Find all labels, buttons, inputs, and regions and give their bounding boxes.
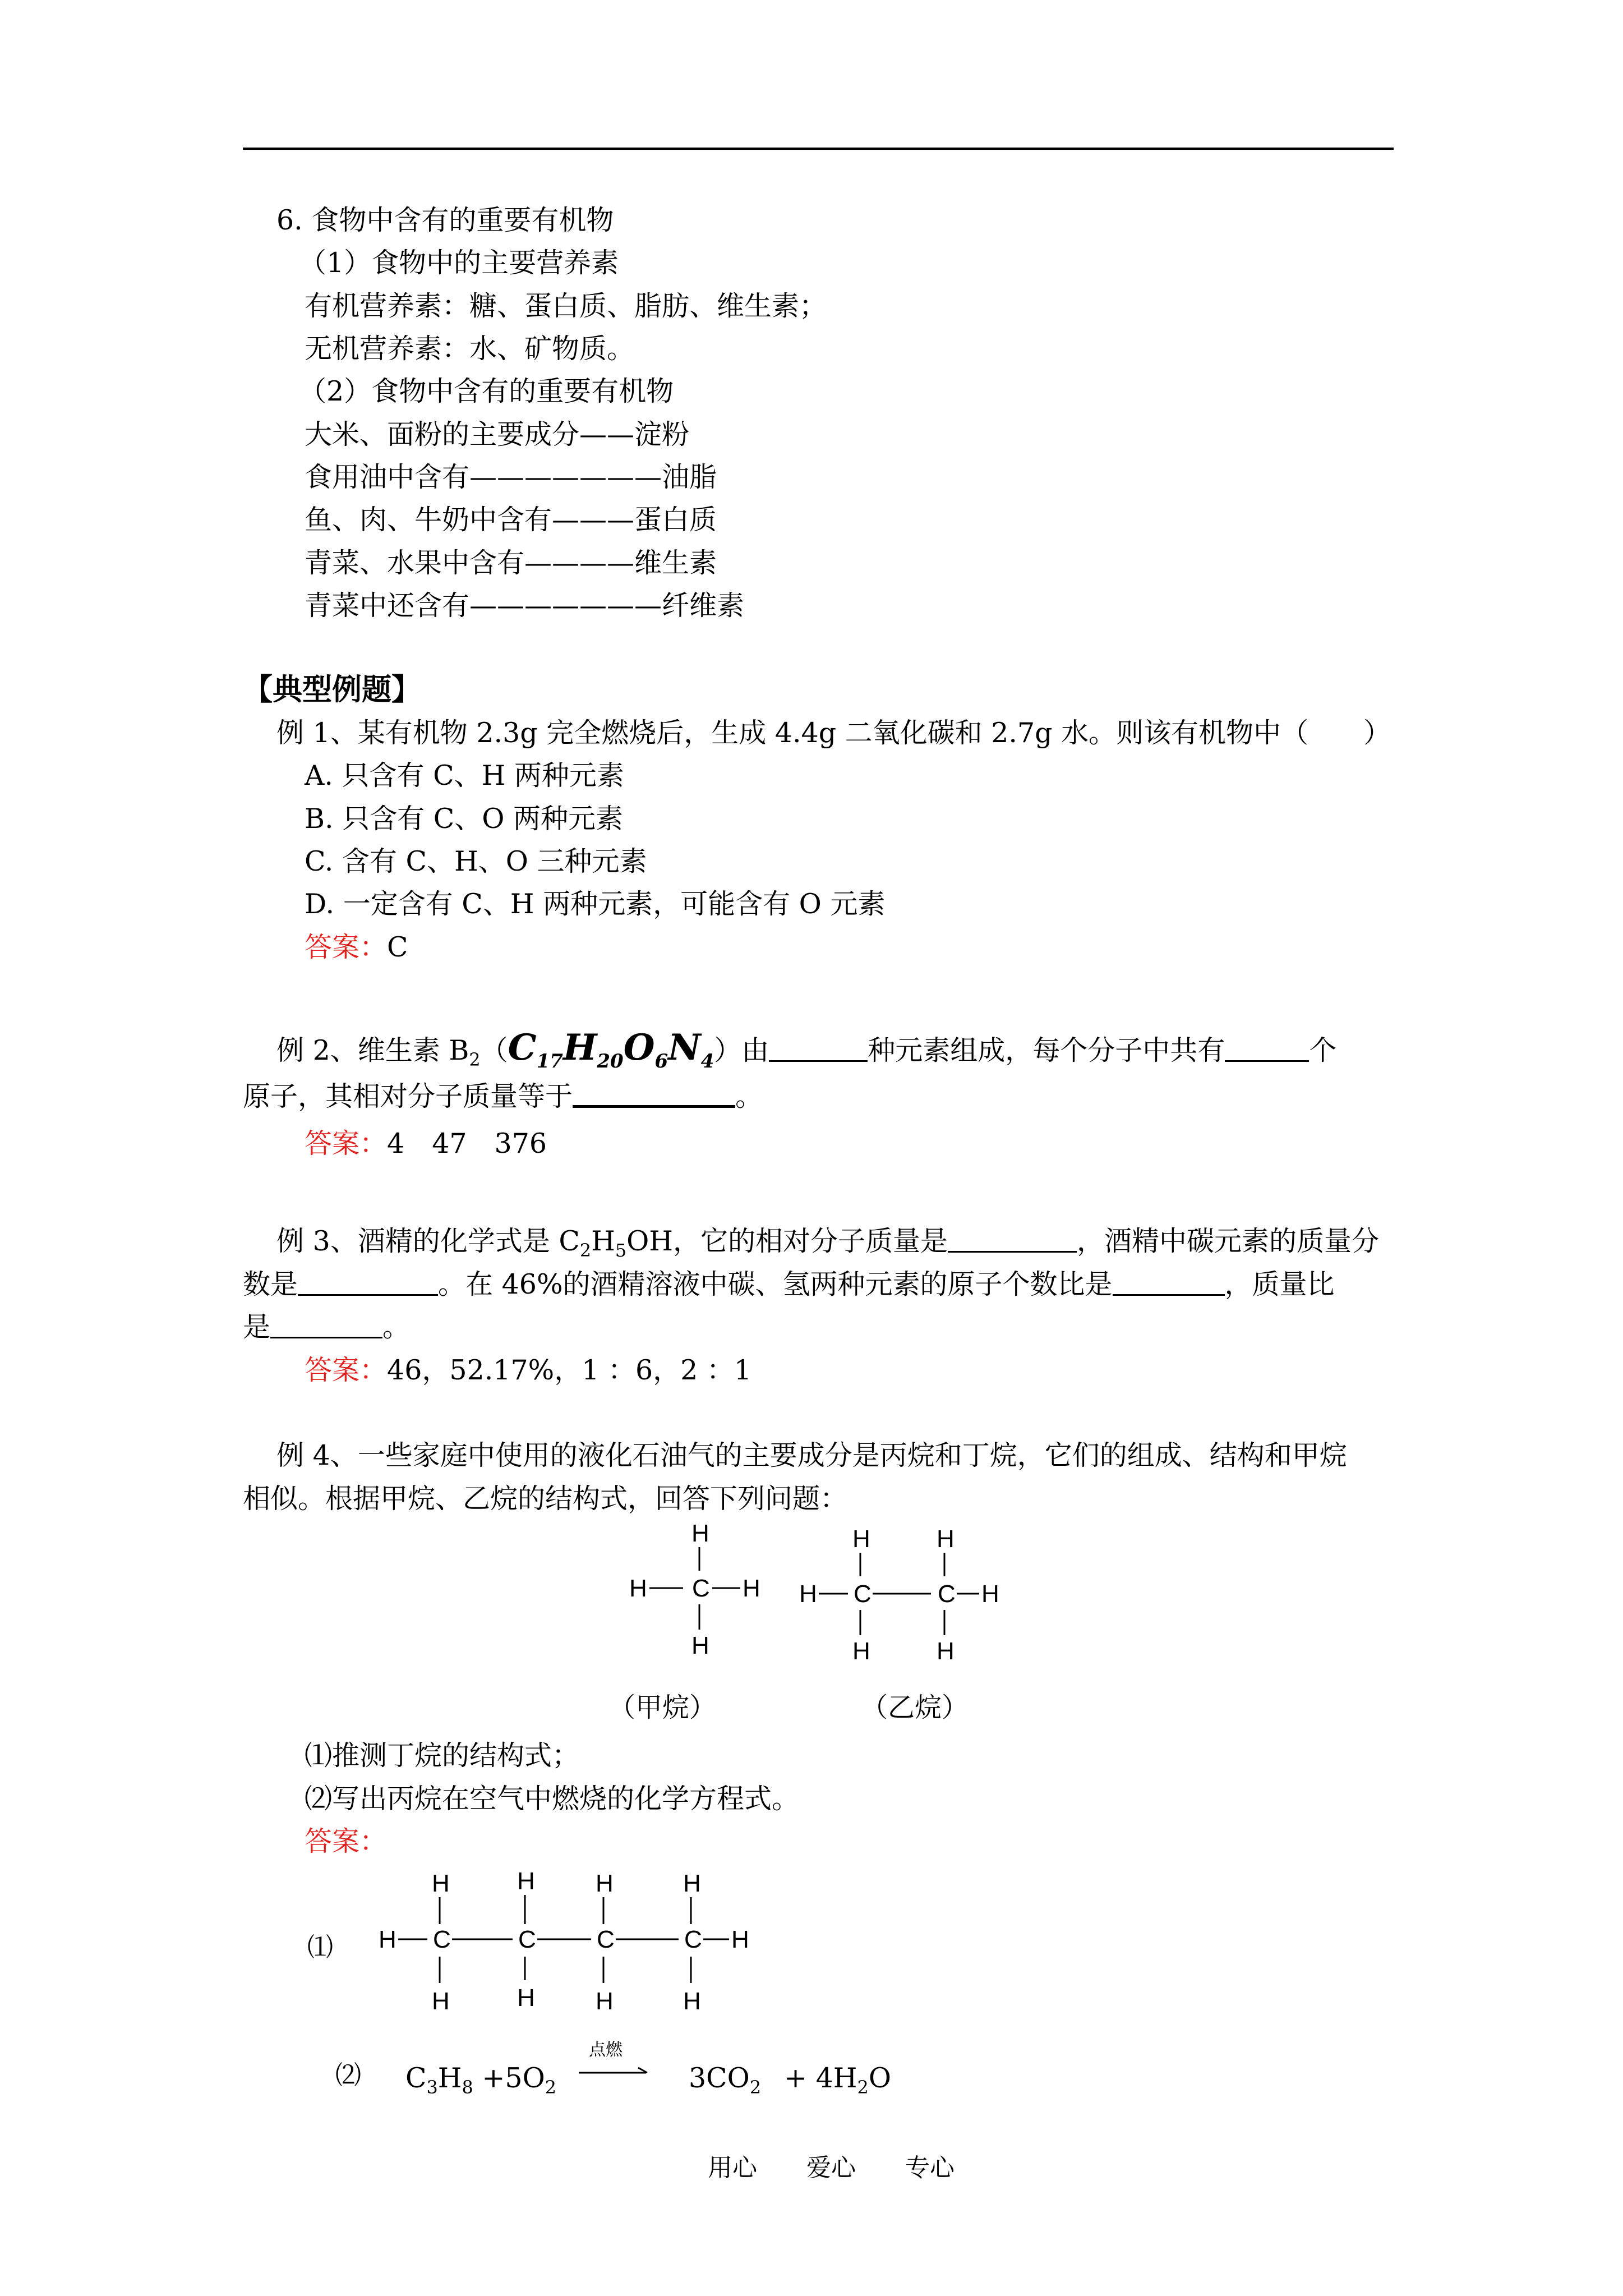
- example-3-line-3: 是 。: [243, 1311, 411, 1343]
- food-item: 青菜中还含有———————纤维素: [305, 590, 745, 622]
- food-item: 鱼、肉、牛奶中含有———蛋白质: [305, 504, 717, 536]
- atom-h: H: [379, 1926, 396, 1953]
- atom-h: H: [432, 1987, 450, 2015]
- atom-c: C: [597, 1926, 615, 1953]
- atom-h: H: [629, 1575, 647, 1602]
- subscript: 2: [469, 1048, 481, 1070]
- atom-h: H: [691, 1632, 709, 1659]
- fill-blank[interactable]: [270, 1314, 382, 1338]
- atom-h: H: [683, 1870, 701, 1897]
- methane-structure: [623, 1515, 780, 1666]
- organic-nutrients: 有机营养素：糖、蛋白质、脂肪、维生素；: [305, 290, 827, 322]
- atom-h: H: [937, 1637, 955, 1665]
- fill-blank[interactable]: [948, 1228, 1077, 1253]
- example-1-question: 例 1、某有机物 2.3g 完全燃烧后，生成 4.4g 二氧化碳和 2.7g 水。则该有机物中（ ）: [276, 717, 1391, 749]
- atom-h: H: [517, 1867, 535, 1895]
- reaction-arrow: [578, 2064, 651, 2081]
- butane-structure: [376, 1862, 780, 2025]
- ethane-structure: [796, 1520, 1032, 1672]
- atom-h: H: [691, 1520, 709, 1547]
- food-item: 大米、面粉的主要成分——淀粉: [305, 418, 690, 450]
- example-2-mid: 种元素组成，每个分子中共有: [868, 1034, 1225, 1066]
- atom-c: C: [938, 1580, 956, 1608]
- fill-blank[interactable]: [298, 1272, 438, 1296]
- answer-value: C: [387, 931, 408, 963]
- example-2-end: 个: [1309, 1034, 1337, 1066]
- atom-c: C: [433, 1926, 451, 1953]
- subsection-1-title: （1）食物中的主要营养素: [299, 247, 619, 279]
- answer-value: 46，52.17%，1 ：6，2 ：1: [387, 1354, 752, 1386]
- answer-value: 4 47 376: [387, 1128, 547, 1159]
- example-4-q1: ⑴推测丁烷的结构式；: [305, 1740, 580, 1772]
- answer-label: 答案：: [305, 1128, 388, 1159]
- subsection-2-title: （2）食物中含有的重要有机物: [299, 375, 674, 407]
- example-1-option-d: D. 一定含有 C、H 两种元素，可能含有 O 元素: [305, 888, 886, 920]
- atom-h: H: [731, 1926, 749, 1953]
- section-heading: 【典型例题】: [243, 672, 421, 707]
- example-4-line-2: 相似。根据甲烷、乙烷的结构式，回答下列问题：: [243, 1483, 848, 1515]
- example-3-line-1: 例 3、酒精的化学式是 $C_2H_5OH$，它的相对分子质量是 ，酒精中碳元素的质量分: [276, 1225, 1380, 1261]
- fill-blank[interactable]: [573, 1083, 735, 1108]
- atom-h: H: [937, 1525, 955, 1553]
- example-4-q2: ⑵写出丙烷在空气中燃烧的化学方程式。: [305, 1783, 800, 1815]
- atom-h: H: [432, 1870, 450, 1897]
- atom-h: H: [683, 1987, 701, 2015]
- vitamin-b2-formula: $C_{17}H_{20}O_6N_4$: [508, 1027, 714, 1073]
- example-1-option-c: C. 含有 C、H、O 三种元素: [305, 845, 647, 877]
- equation-product-h2o: + $4H_2O$: [784, 2062, 891, 2098]
- answer-label: 答案：: [305, 1825, 388, 1857]
- page-footer: 用心 爱心 专心: [708, 2154, 955, 2182]
- paren: （: [480, 1034, 508, 1066]
- food-item: 青菜、水果中含有————维生素: [305, 547, 717, 579]
- example-1-option-a: A. 只含有 C、H 两种元素: [305, 760, 624, 792]
- paren: ）由: [714, 1034, 769, 1066]
- fill-blank[interactable]: [1113, 1272, 1225, 1296]
- methane-label: （甲烷）: [608, 1692, 717, 1723]
- atom-c: C: [692, 1575, 710, 1602]
- answer-1-label: ⑴: [307, 1932, 333, 1962]
- atom-c: C: [518, 1926, 536, 1953]
- example-2-line-2: 原子，其相对分子质量等于 。: [243, 1080, 763, 1112]
- header-rule: [243, 148, 1394, 150]
- atom-h: H: [799, 1580, 817, 1608]
- example-4-line-1: 例 4、一些家庭中使用的液化石油气的主要成分是丙烷和丁烷，它们的组成、结构和甲烷: [276, 1439, 1347, 1471]
- atom-h: H: [596, 1987, 614, 2015]
- ethane-label: （乙烷）: [861, 1692, 969, 1723]
- inorganic-nutrients: 无机营养素：水、矿物质。: [305, 333, 635, 365]
- answer-2-label: ⑵: [335, 2060, 361, 2090]
- atom-c: C: [684, 1926, 702, 1953]
- atom-h: H: [852, 1637, 870, 1665]
- fill-blank[interactable]: [769, 1038, 868, 1062]
- atom-h: H: [981, 1580, 999, 1608]
- example-1-answer: [305, 933, 408, 961]
- example-3-line-2: 数是 。在 46%的酒精溶液中碳、氢两种元素的原子个数比是 ，质量比: [243, 1268, 1335, 1300]
- atom-h: H: [517, 1984, 535, 2012]
- example-2-answer: [305, 1130, 547, 1157]
- fill-blank[interactable]: [1225, 1038, 1309, 1062]
- answer-label: 答案：: [305, 1354, 388, 1386]
- atom-h: H: [596, 1870, 614, 1897]
- equation-product-co2: $3CO_2$: [689, 2062, 762, 2098]
- equation-reactants: $C_3H_8 +5O_2$: [405, 2062, 557, 2098]
- food-item: 食用油中含有———————油脂: [305, 461, 717, 493]
- atom-h: H: [852, 1525, 870, 1553]
- example-3-answer: [305, 1356, 751, 1384]
- answer-label: 答案：: [305, 931, 388, 963]
- atom-c: C: [854, 1580, 872, 1608]
- atom-h: H: [743, 1575, 760, 1602]
- example-2-prefix: 例 2、维生素 B: [276, 1034, 469, 1066]
- section-title: 6. 食物中含有的重要有机物: [276, 204, 614, 236]
- example-1-option-b: B. 只含有 C、O 两种元素: [305, 803, 623, 835]
- example-2-line-1: [276, 1027, 1337, 1073]
- reaction-condition: 点燃: [589, 2040, 623, 2060]
